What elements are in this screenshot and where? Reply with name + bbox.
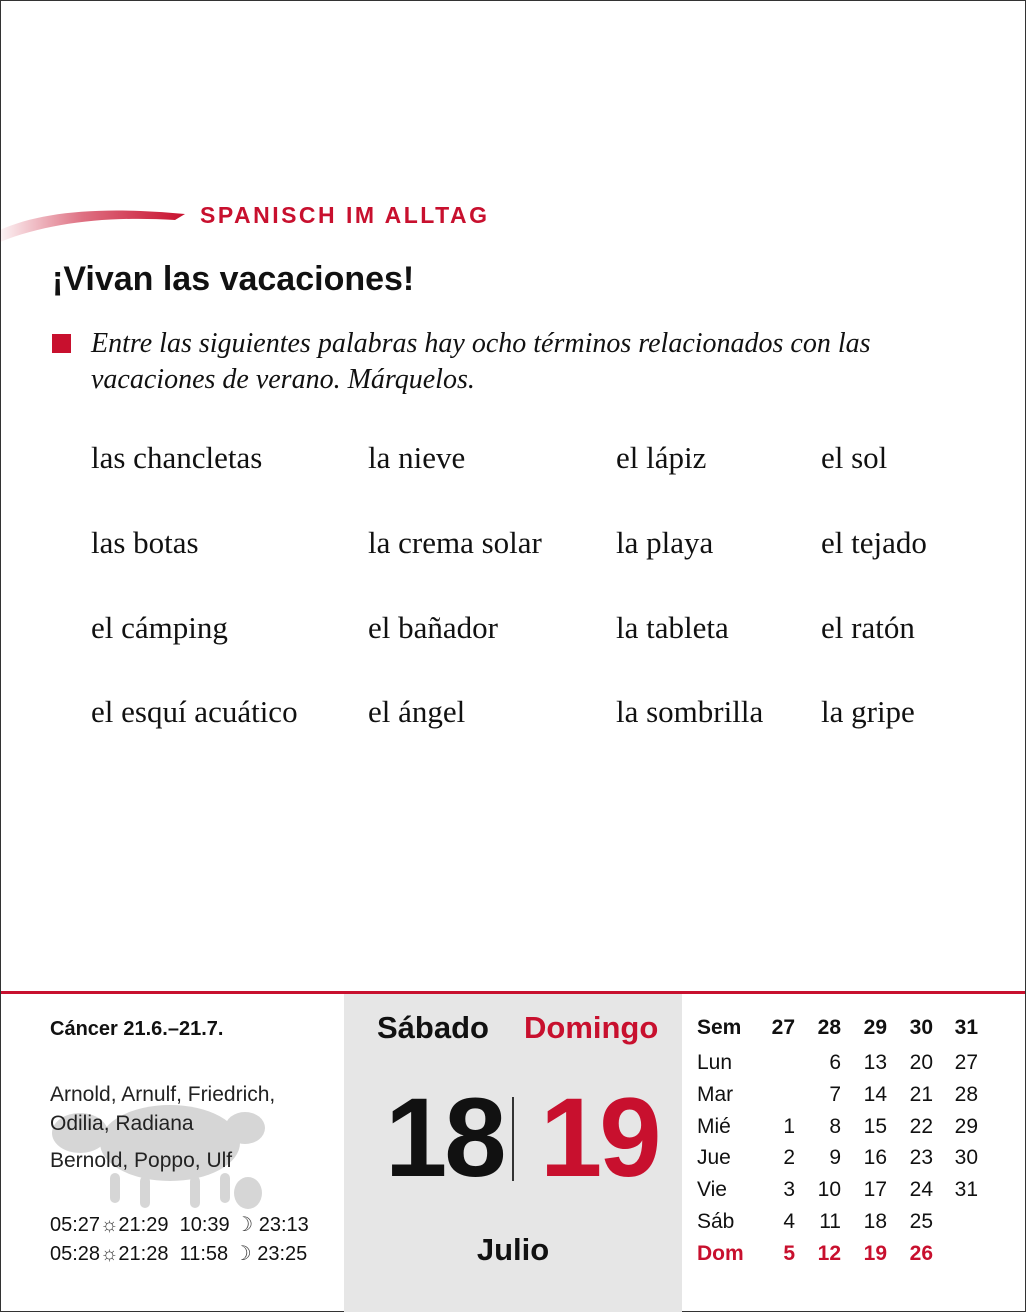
word-item[interactable]: la nieve (368, 440, 466, 475)
word-item[interactable]: las chancletas (91, 440, 263, 475)
mini-calendar-day[interactable]: 25 (909, 1210, 933, 1233)
mini-calendar-day[interactable]: 29 (954, 1114, 978, 1138)
mini-calendar-day[interactable]: 4 (783, 1210, 795, 1233)
moonrise-time: 10:39 (179, 1214, 230, 1236)
mini-calendar-day[interactable]: 11 (819, 1210, 841, 1233)
word-item[interactable]: la tableta (616, 610, 729, 645)
section-label: SPANISCH IM ALLTAG (200, 202, 490, 228)
mini-calendar-day[interactable]: 31 (954, 1178, 978, 1202)
word-item[interactable]: el ratón (821, 610, 915, 645)
word-item[interactable]: la gripe (821, 694, 915, 729)
word-item[interactable]: las botas (91, 525, 199, 560)
mini-calendar-day[interactable]: 1 (783, 1114, 795, 1138)
mini-calendar-day[interactable]: 24 (909, 1178, 933, 1202)
mini-calendar-day[interactable]: 20 (909, 1051, 933, 1074)
mini-calendar-day[interactable]: 16 (863, 1146, 887, 1170)
week-number: 31 (954, 1016, 978, 1039)
sun-icon: ☼ (100, 1243, 119, 1265)
week-number: 28 (817, 1016, 841, 1039)
word-item[interactable]: el lápiz (616, 440, 707, 475)
sunrise-time: 05:28 (50, 1243, 101, 1265)
mini-calendar-day[interactable]: 14 (863, 1082, 887, 1106)
lesson-title: ¡Vivan las vacaciones! (52, 260, 415, 298)
weekday-label: Vie (697, 1178, 727, 1202)
mini-calendar-day[interactable]: 23 (909, 1146, 933, 1170)
week-number: 27 (771, 1016, 795, 1039)
mini-calendar-day[interactable]: 9 (829, 1146, 841, 1170)
word-item[interactable]: la playa (616, 525, 714, 560)
weekday-label: Mar (697, 1082, 734, 1106)
mini-calendar-day[interactable]: 18 (863, 1210, 887, 1233)
mini-calendar-day[interactable]: 5 (783, 1241, 795, 1265)
mini-calendar-day[interactable]: 30 (954, 1146, 978, 1170)
mini-calendar-day[interactable]: 7 (829, 1082, 841, 1106)
date-separator (512, 1097, 514, 1181)
word-item[interactable]: el esquí acuático (91, 694, 298, 729)
mini-calendar-day[interactable]: 19 (863, 1241, 887, 1265)
mini-calendar-day[interactable]: 27 (954, 1051, 978, 1074)
date-number-sunday: 19 (540, 1075, 659, 1200)
word-item[interactable]: el bañador (368, 610, 498, 645)
sunrise-time: 05:27 (50, 1214, 101, 1236)
word-item[interactable]: la crema solar (368, 525, 542, 560)
swoosh-decoration (0, 200, 190, 242)
week-number: 30 (909, 1016, 933, 1039)
mini-calendar-day[interactable]: 28 (954, 1082, 978, 1106)
moon-icon: ☽ (235, 1214, 254, 1236)
month-label: Julio (476, 1232, 550, 1267)
weekday-label: Jue (697, 1146, 731, 1170)
mini-calendar-day[interactable]: 26 (909, 1241, 933, 1265)
moonset-time: 23:13 (258, 1214, 309, 1236)
mini-calendar-day[interactable]: 8 (829, 1114, 841, 1138)
mini-calendar-day[interactable]: 17 (863, 1178, 887, 1202)
mini-calendar-day[interactable]: 13 (863, 1051, 887, 1074)
word-item[interactable]: el sol (821, 440, 888, 475)
mini-calendar-day[interactable]: 3 (783, 1178, 795, 1202)
moonset-time: 23:25 (257, 1243, 308, 1265)
weekday-label: Dom (697, 1241, 744, 1265)
mini-calendar-day[interactable]: 21 (909, 1082, 933, 1106)
word-item[interactable]: el tejado (821, 525, 927, 560)
date-number-saturday: 18 (385, 1075, 504, 1200)
name-days-saturday: Arnold, Arnulf, Friedrich, Odilia, Radiana (50, 1083, 276, 1135)
word-item[interactable]: el ángel (368, 694, 466, 729)
weekday-sunday: Domingo (524, 1010, 659, 1045)
moon-icon: ☽ (233, 1243, 252, 1265)
weekday-label: Lun (697, 1051, 733, 1074)
word-item[interactable]: el cámping (91, 610, 228, 645)
mini-calendar-day[interactable]: 10 (817, 1178, 841, 1202)
exercise-instruction: Entre las siguientes palabras hay ocho términos relacionados con las vacaciones de verano. Márquelos. (91, 328, 871, 395)
name-days-sunday: Bernold, Poppo, Ulf (50, 1149, 233, 1172)
mini-calendar-day[interactable]: 2 (783, 1146, 795, 1170)
mini-calendar-day[interactable]: 6 (829, 1051, 841, 1074)
mini-calendar-day[interactable]: 22 (909, 1114, 933, 1138)
sun-moon-row (50, 1241, 307, 1266)
sunset-time: 21:28 (118, 1243, 169, 1265)
mini-calendar-day[interactable]: 15 (863, 1114, 887, 1138)
sun-moon-row (50, 1212, 309, 1237)
weekday-label: Mié (697, 1114, 731, 1138)
weekday-saturday: Sábado (377, 1010, 489, 1045)
sunset-time: 21:29 (118, 1214, 169, 1236)
week-header-label: Sem (697, 1016, 742, 1039)
zodiac-label: Cáncer 21.6.–21.7. (50, 1018, 224, 1040)
weekday-label: Sáb (697, 1210, 735, 1233)
mini-calendar-day[interactable]: 12 (817, 1241, 841, 1265)
week-number: 29 (863, 1016, 887, 1039)
moonrise-time: 11:58 (179, 1243, 229, 1265)
bullet-square (52, 334, 71, 353)
sun-icon: ☼ (100, 1214, 119, 1236)
word-item[interactable]: la sombrilla (616, 694, 764, 729)
